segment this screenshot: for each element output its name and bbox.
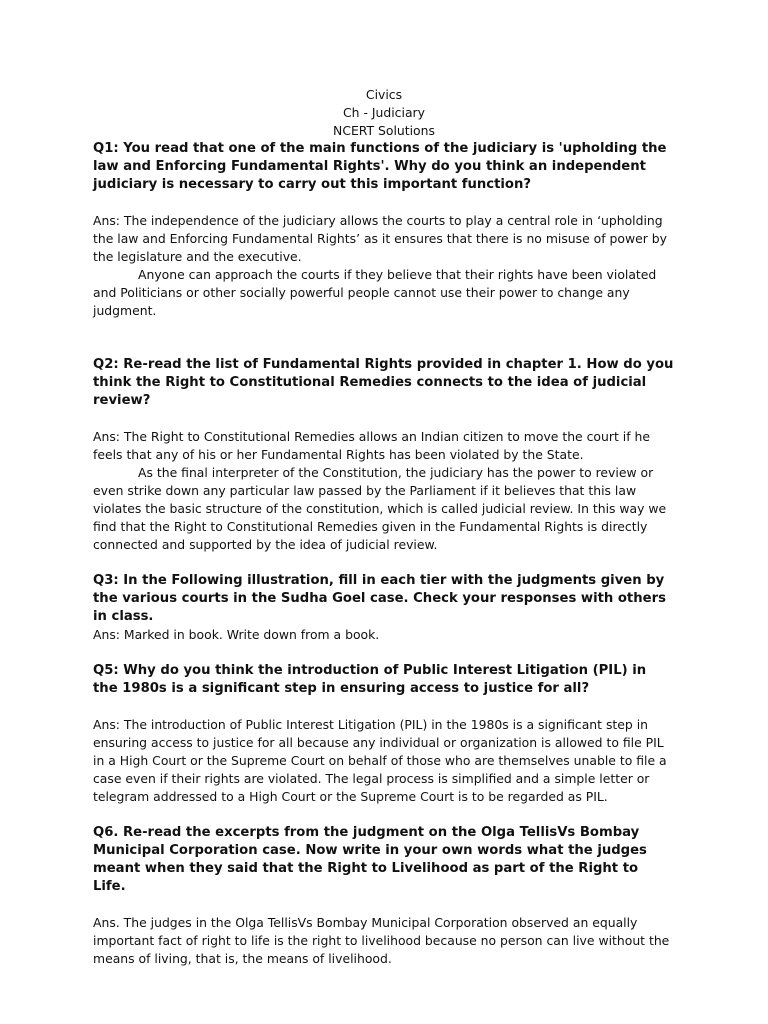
- answer-2-paragraph-1: Ans: The Right to Constitutional Remedies allows an Indian citizen to move the court if he feels that any of his or her Fundamental Rights has been violated by the State.: [93, 429, 650, 462]
- question-2: Q2: Re-read the list of Fundamental Rights provided in chapter 1. How do you think the Right to Constitutional Remedies connects to the idea of judicial review?: [93, 357, 674, 408]
- document-chapter: Ch - Judiciary: [343, 105, 425, 120]
- answer-1-paragraph-1: Ans: The independence of the judiciary allows the courts to play a central role in ‘upholding the law and Enforcing Fundamental Rights’ as it ensures that there is no misuse of power by the legislature and the executive.: [93, 213, 667, 264]
- document-source: NCERT Solutions: [333, 123, 435, 138]
- question-6: Q6. Re-read the excerpts from the judgment on the Olga TellisVs Bombay Municipal Corporation case. Now write in your own words what the judges meant when they said that the Right to Livelihood as part of the Right to Life.: [93, 825, 647, 894]
- answer-5: Ans: The introduction of Public Interest Litigation (PIL) in the 1980s is a significant step in ensuring access to justice for all because any individual or organization is allowed to file PIL in a High Court or the Supreme Court on behalf of those who are themselves unable to file a case even if their rights are violated. The legal process is simplified and a simple letter or telegram addressed to a High Court or the Supreme Court is to be regarded as PIL.: [93, 717, 667, 804]
- answer-1-paragraph-2: Anyone can approach the courts if they believe that their rights have been violated and Politicians or other socially powerful people cannot use their power to change any judgment.: [93, 267, 657, 318]
- answer-2-paragraph-2: As the final interpreter of the Constitution, the judiciary has the power to review or even strike down any particular law passed by the Parliament if it believes that this law violates the basic structure of the constitution, which is called judicial review. In this way we find that the Right to Constitutional Remedies given in the Fundamental Rights is directly connected and supported by the idea of judicial review.: [93, 465, 667, 552]
- question-5: Q5: Why do you think the introduction of Public Interest Litigation (PIL) in the 1980s is a significant step in ensuring access to justice for all?: [93, 663, 647, 696]
- document-page: [93, 86, 675, 968]
- answer-6: Ans. The judges in the Olga TellisVs Bombay Municipal Corporation observed an equally important fact of right to life is the right to livelihood because no person can live without the means of living, that is, the means of livelihood.: [93, 915, 670, 966]
- document-subject: Civics: [365, 87, 403, 102]
- question-1: Q1: You read that one of the main functions of the judiciary is 'upholding the law and Enforcing Fundamental Rights'. Why do you think an independent judiciary is necessary to carry out this important function?: [93, 141, 667, 192]
- answer-3: Ans: Marked in book. Write down from a book.: [93, 627, 380, 642]
- question-3: Q3: In the Following illustration, fill in each tier with the judgments given by the various courts in the Sudha Goel case. Check your responses with others in class.: [93, 573, 666, 624]
